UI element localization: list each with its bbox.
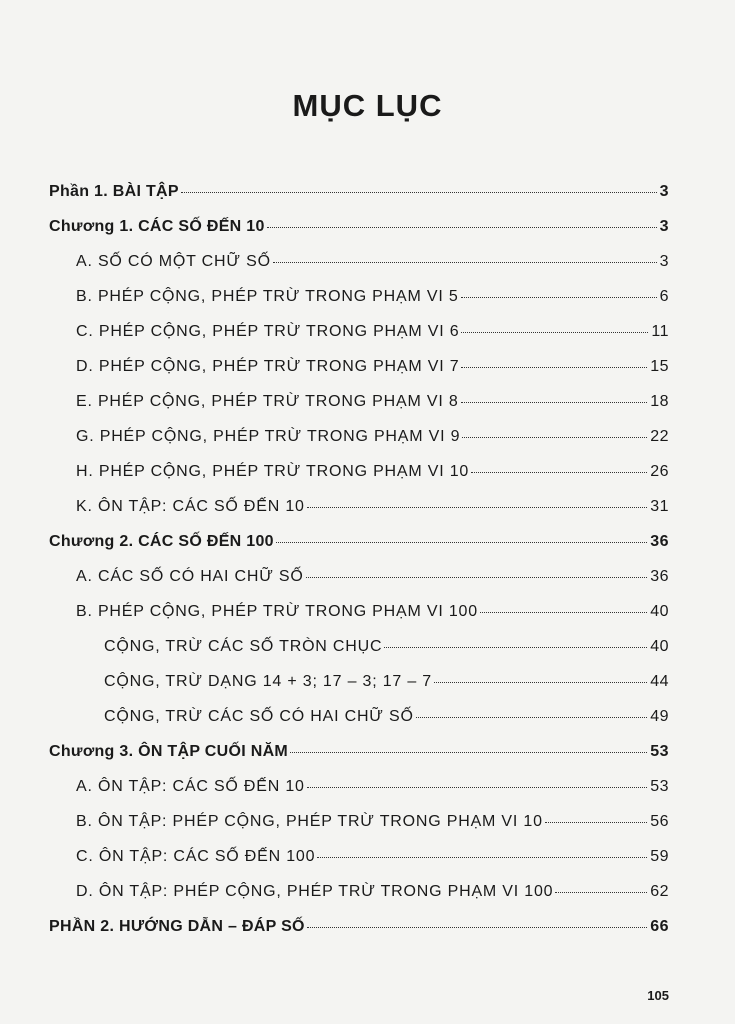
toc-entry <box>76 253 669 271</box>
toc-entry-page: 40 <box>650 603 669 620</box>
dot-leader <box>461 367 647 368</box>
dot-leader <box>307 507 647 508</box>
toc-entry-label: CỘNG, TRỪ CÁC SỐ TRÒN CHỤC <box>104 638 383 655</box>
toc-entry <box>76 393 669 411</box>
toc-entry-page: 59 <box>650 848 669 865</box>
toc-subentry <box>104 638 669 656</box>
dot-leader <box>307 927 647 928</box>
dot-leader <box>462 437 647 438</box>
toc-entry-label: Chương 1. CÁC SỐ ĐẾN 10 <box>49 218 265 235</box>
toc-entry-chapter-2 <box>49 533 669 551</box>
dot-leader <box>276 542 647 543</box>
toc-entry-page: 3 <box>659 218 669 235</box>
toc-entry <box>76 883 669 901</box>
toc-entry-page: 49 <box>650 708 669 725</box>
dot-leader <box>384 647 647 648</box>
toc-entry-label: A. CÁC SỐ CÓ HAI CHỮ SỐ <box>76 568 304 585</box>
dot-leader <box>480 612 647 613</box>
toc-entry-label: D. ÔN TẬP: PHÉP CỘNG, PHÉP TRỪ TRONG PHẠM VI 100 <box>76 883 554 900</box>
toc-entry-label: Chương 2. CÁC SỐ ĐẾN 100 <box>49 533 274 550</box>
toc-entry-page: 31 <box>650 498 669 515</box>
toc-entry-page: 15 <box>650 358 669 375</box>
toc-entry-label: B. PHÉP CỘNG, PHÉP TRỪ TRONG PHẠM VI 5 <box>76 288 459 305</box>
toc-entry-chapter-3 <box>49 743 669 761</box>
toc-entry <box>76 428 669 446</box>
toc-entry-label: C. ÔN TẬP: CÁC SỐ ĐẾN 100 <box>76 848 316 865</box>
toc-entry <box>76 603 669 621</box>
toc-entry-page: 53 <box>650 743 669 760</box>
dot-leader <box>461 332 648 333</box>
toc-subentry <box>104 708 669 726</box>
toc-entry-label: H. PHÉP CỘNG, PHÉP TRỪ TRONG PHẠM VI 10 <box>76 463 470 480</box>
toc-entry-label: CỘNG, TRỪ DẠNG 14 + 3; 17 – 3; 17 – 7 <box>104 673 432 690</box>
toc-entry <box>76 358 669 376</box>
toc-entry-page: 6 <box>659 288 669 305</box>
toc-entry-page: 3 <box>659 183 669 200</box>
dot-leader <box>267 227 657 228</box>
toc-entry <box>76 498 669 516</box>
toc-entry <box>76 848 669 866</box>
toc-entry-page: 3 <box>659 253 669 270</box>
toc-entry-page: 44 <box>650 673 669 690</box>
dot-leader <box>434 682 647 683</box>
toc-entry-page: 22 <box>650 428 669 445</box>
toc-entry <box>76 463 669 481</box>
toc-subentry <box>104 673 669 691</box>
toc-entry <box>76 813 669 831</box>
toc-entry-label: B. PHÉP CỘNG, PHÉP TRỪ TRONG PHẠM VI 100 <box>76 603 478 620</box>
toc-entry-label: PHẦN 2. HƯỚNG DẪN – ĐÁP SỐ <box>49 918 305 935</box>
toc-entry <box>76 323 669 341</box>
toc-entry-page: 40 <box>650 638 669 655</box>
toc-entry-page: 56 <box>650 813 669 830</box>
toc-entry-label: E. PHÉP CỘNG, PHÉP TRỪ TRONG PHẠM VI 8 <box>76 393 459 410</box>
toc-entry-page: 36 <box>650 568 669 585</box>
dot-leader <box>317 857 647 858</box>
toc-entry-part-1 <box>49 183 669 201</box>
toc-entry-label: C. PHÉP CỘNG, PHÉP TRỪ TRONG PHẠM VI 6 <box>76 323 460 340</box>
toc-entry <box>76 288 669 306</box>
toc-entry-label: A. ÔN TẬP: CÁC SỐ ĐẾN 10 <box>76 778 305 795</box>
dot-leader <box>555 892 647 893</box>
dot-leader <box>307 787 647 788</box>
toc-entry-label: Phần 1. BÀI TẬP <box>49 183 179 200</box>
toc-entry-label: A. SỐ CÓ MỘT CHỮ SỐ <box>76 253 271 270</box>
toc-entry-label: G. PHÉP CỘNG, PHÉP TRỪ TRONG PHẠM VI 9 <box>76 428 461 445</box>
dot-leader <box>461 402 648 403</box>
dot-leader <box>545 822 647 823</box>
toc-entry-page: 62 <box>650 883 669 900</box>
toc-entry-page: 36 <box>650 533 669 550</box>
page-number: 105 <box>647 988 669 1003</box>
toc-entry-page: 18 <box>650 393 669 410</box>
dot-leader <box>461 297 657 298</box>
toc-entry <box>76 568 669 586</box>
toc-entry-chapter-1 <box>49 218 669 236</box>
toc-entry-part-2 <box>49 918 669 936</box>
dot-leader <box>306 577 648 578</box>
toc-entry-label: B. ÔN TẬP: PHÉP CỘNG, PHÉP TRỪ TRONG PHẠM VI 10 <box>76 813 543 830</box>
dot-leader <box>416 717 647 718</box>
toc-entry <box>76 778 669 796</box>
dot-leader <box>471 472 647 473</box>
toc-entry-label: K. ÔN TẬP: CÁC SỐ ĐẾN 10 <box>76 498 305 515</box>
toc-entry-page: 53 <box>650 778 669 795</box>
toc-entry-label: Chương 3. ÔN TẬP CUỐI NĂM <box>49 743 289 760</box>
toc-entry-page: 26 <box>650 463 669 480</box>
dot-leader <box>290 752 647 753</box>
dot-leader <box>273 262 657 263</box>
toc-entry-page: 11 <box>651 323 669 340</box>
page-title: MỤC LỤC <box>292 88 443 123</box>
toc-entry-label: D. PHÉP CỘNG, PHÉP TRỪ TRONG PHẠM VI 7 <box>76 358 460 375</box>
dot-leader <box>181 192 657 193</box>
toc-entry-label: CỘNG, TRỪ CÁC SỐ CÓ HAI CHỮ SỐ <box>104 708 414 725</box>
toc-entry-page: 66 <box>650 918 669 935</box>
